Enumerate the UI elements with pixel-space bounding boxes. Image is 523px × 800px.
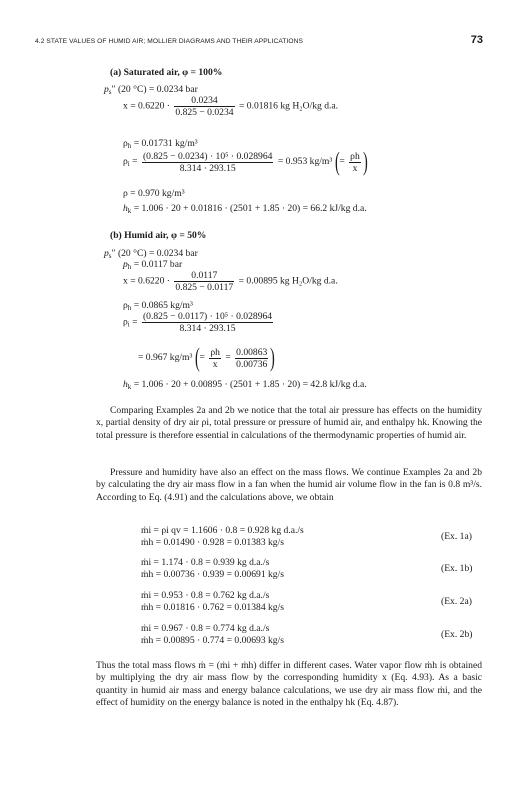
- part-b-h-line: $h_k = 1.006 \cdot 20 + 0.00895 \cdot (2501 + 1.85 \cdot 20) = 42.8$ kJ/kg d.a.: [123, 379, 367, 391]
- part-a-rho-line: ρ = 0.970 kg/m³: [123, 188, 185, 199]
- example-2a-label: (Ex. 2a): [441, 596, 472, 607]
- example-2a-line-1: ṁi = 0.953 · 0.8 = 0.762 kg d.a./s: [141, 590, 270, 601]
- example-2a-line-2: ṁh = 0.01816 · 0.762 = 0.01384 kg/s: [141, 602, 285, 613]
- paragraph-2: Pressure and humidity have also an effect on the mass flows. We continue Examples 2a and 2b by calculating the dry air mass flow in a fan when the humid air volume flow in the fan is 0.8 m³/s. According to Eq. (4.91) and the calculations above, we obtain: [96, 467, 482, 503]
- part-b-rhoh-line: $\rho_h = 0.0865$ kg/m³: [123, 300, 193, 312]
- part-b-rhoi-equation: $\rho_i$ = $\frac{\text{(0.825 − 0.0117) · 10⁵ · 0.028964}}{8.314 \cdot 293.15}$: [123, 311, 273, 334]
- example-1a-label: (Ex. 1a): [441, 531, 472, 542]
- part-a-ps-line: $p_s''$ (20 °C) = 0.0234 bar: [104, 84, 198, 96]
- paragraph-1: Comparing Examples 2a and 2b we notice that the total air pressure has effects on the humidity x, partial density of dry air ρi, total pressure or pressure of humid air, and enthalpy hk. Knowing the total pressure is therefore essential in calculations of the thermodynamic properties of humid air.: [96, 405, 482, 441]
- page-number: 73: [470, 34, 483, 46]
- part-a-rhoi-equation: $\rho_i$ = $\frac{\text{(0.825 − 0.0234) · 10⁵ · 0.028964}}{8.314 \cdot 293.15}$ = 0.953 kg/m³ (= $\frac{\rho h}{x}$ ): [123, 147, 368, 176]
- part-a-heading: (a) Saturated air, φ = 100%: [110, 67, 223, 78]
- example-1a-line-1: ṁi = ρi qv = 1.1606 · 0.8 = 0.928 kg d.a./s: [141, 525, 304, 536]
- example-2b-line-1: ṁi = 0.967 · 0.8 = 0.774 kg d.a./s: [141, 623, 270, 634]
- example-1b-line-1: ṁi = 1.174 · 0.8 = 0.939 kg d.a./s: [141, 557, 270, 568]
- part-a-rhoh-line: $\rho_h = 0.01731$ kg/m³: [123, 138, 198, 150]
- example-2b-label: (Ex. 2b): [441, 629, 473, 640]
- part-b-heading: (b) Humid air, φ = 50%: [110, 230, 207, 241]
- part-a-h-line: $h_k = 1.006 \cdot 20 + 0.01816 \cdot (2501 + 1.85 \cdot 20) = 66.2$ kJ/kg d.a.: [123, 203, 367, 215]
- running-title: 4.2 STATE VALUES OF HUMID AIR; MOLLIER DIAGRAMS AND THEIR APPLICATIONS: [35, 38, 303, 45]
- part-b-rhoi-ratio: = 0.967 kg/m³ (= $\frac{\rho h}{x}$ = $\frac{0.00863}{0.00736}$ ): [138, 343, 276, 372]
- part-b-x-equation: x = 0.6220 · $\frac{0.0117}{0.825 - 0.0117}$ = 0.00895 kg H₂O/kg d.a.: [123, 270, 338, 293]
- example-1a-line-2: ṁh = 0.01490 · 0.928 = 0.01383 kg/s: [141, 537, 285, 548]
- example-1b-line-2: ṁh = 0.00736 · 0.939 = 0.00691 kg/s: [141, 569, 285, 580]
- example-1b-label: (Ex. 1b): [441, 563, 473, 574]
- part-a-x-equation: x = 0.6220 · $\frac{0.0234}{0.825 - 0.0234}$ = 0.01816 kg H₂O/kg d.a.: [123, 95, 339, 118]
- part-b-ps-line: $p_s''$ (20 °C) = 0.0234 bar: [104, 248, 198, 260]
- page-header: [35, 34, 483, 50]
- example-2b-line-2: ṁh = 0.00895 · 0.774 = 0.00693 kg/s: [141, 635, 285, 646]
- closing-paragraph: Thus the total mass flows ṁ = (ṁi + ṁh) differ in different cases. Water vapor flow ṁh is obtained by multiplying the dry air mass flow by the corresponding humidity x (Eq. 4.93). As a basic quantity in humid air mass and energy balance calculations, we use dry air mass flow ṁi, and the effect of humidity on the energy balance is noted in the enthalpy hk (Eq. 4.87).: [96, 660, 482, 709]
- part-b-ph-line: $p_h = 0.0117$ bar: [123, 259, 183, 271]
